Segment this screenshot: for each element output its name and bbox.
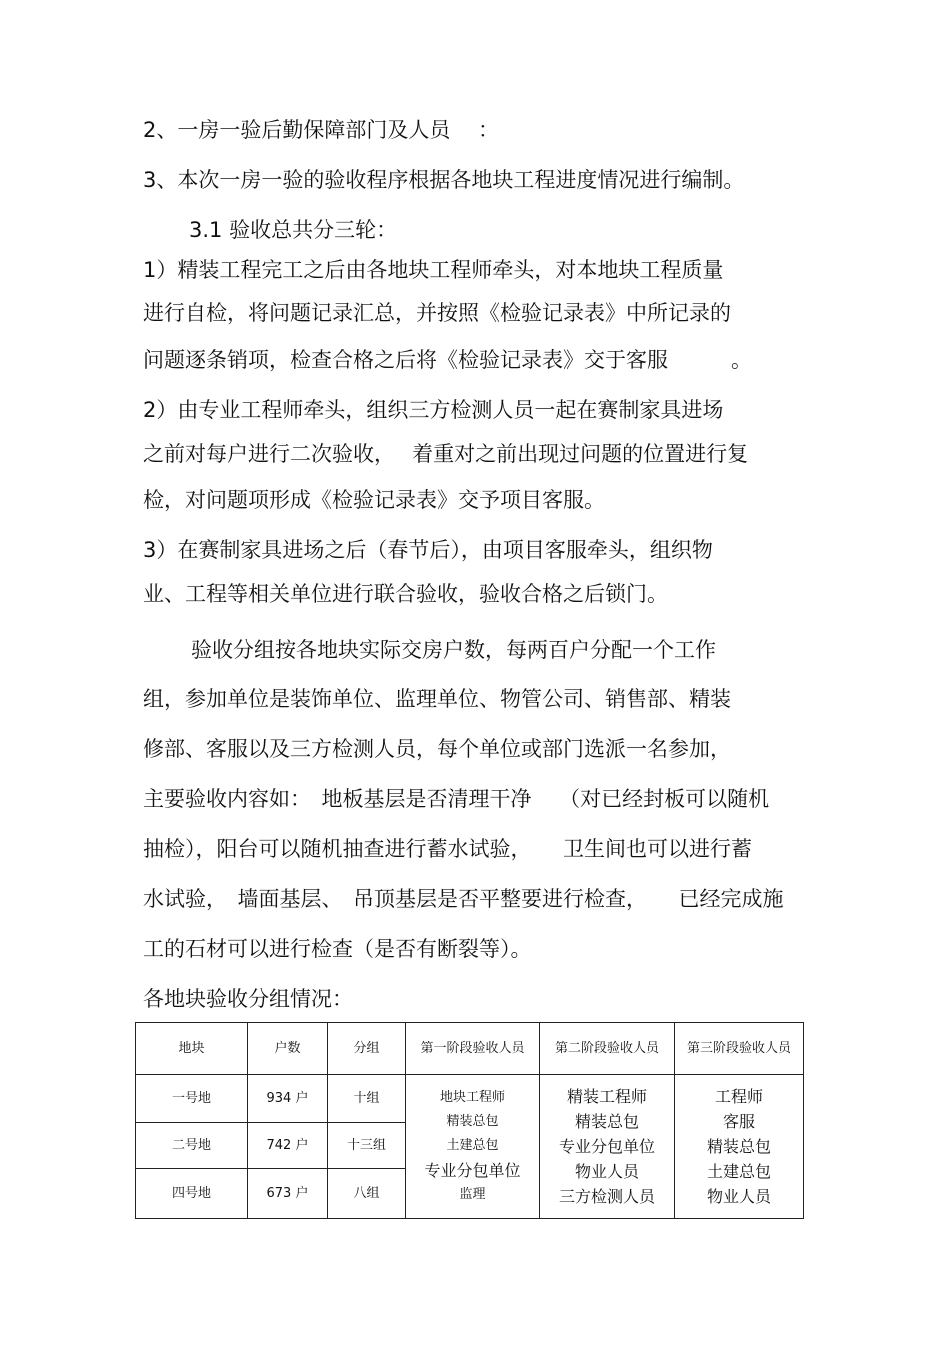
households-cell: 934 户 <box>248 1075 328 1123</box>
staff-item: 物业人员 <box>706 1187 771 1206</box>
staff-item: 精装工程师 <box>566 1087 647 1106</box>
text-line: 进行自检，将问题记录汇总，并按照《检验记录表》中所记录的 <box>143 301 731 325</box>
plot-cell: 二号地 <box>136 1123 248 1169</box>
stage2-staff-cell <box>540 1075 675 1219</box>
text-line: 工的石材可以进行检查（是否有断裂等）。 <box>143 937 532 961</box>
households-cell: 742 户 <box>248 1123 328 1169</box>
text-line: 之前对每户进行二次验收， 着重对之前出现过问题的位置进行复 <box>143 442 749 466</box>
table-header-row <box>136 1023 804 1075</box>
plot-cell: 一号地 <box>136 1075 248 1123</box>
staff-item: 地块工程师 <box>439 1090 505 1105</box>
stage1-staff-cell <box>406 1075 540 1219</box>
text-line: 检，对问题项形成《检验记录表》交予项目客服。 <box>143 488 605 512</box>
text-line: 抽检），阳台可以随机抽查进行蓄水试验， 卫生间也可以进行蓄 <box>143 837 752 861</box>
staff-item: 专业分包单位 <box>424 1161 521 1180</box>
text-line: 组，参加单位是装饰单位、监理单位、物管公司、销售部、精装 <box>143 687 731 711</box>
text-line: 问题逐条销项，检查合格之后将《检验记录表》交于客服 。 <box>143 348 752 372</box>
plot-cell: 四号地 <box>136 1169 248 1219</box>
header-cell: 第一阶段验收人员 <box>406 1023 540 1075</box>
header-cell: 地块 <box>136 1023 248 1075</box>
text-line: 业、工程等相关单位进行联合验收，验收合格之后锁门。 <box>143 582 668 606</box>
header-cell: 分组 <box>328 1023 406 1075</box>
staff-item: 土建总包 <box>706 1162 771 1181</box>
staff-item: 精装总包 <box>706 1137 771 1156</box>
text-line: 1）精装工程完工之后由各地块工程师牵头，对本地块工程质量 <box>143 258 724 282</box>
staff-item: 三方检测人员 <box>558 1187 655 1206</box>
stage3-staff-cell <box>675 1075 804 1219</box>
staff-item: 精装总包 <box>446 1114 499 1129</box>
text-line: 2）由专业工程师牵头，组织三方检测人员一起在赛制家具进场 <box>143 398 724 422</box>
staff-item: 专业分包单位 <box>558 1137 655 1156</box>
staff-item: 物业人员 <box>574 1162 639 1181</box>
acceptance-group-table <box>135 1022 804 1219</box>
text-line: 水试验， 墙面基层、 吊顶基层是否平整要进行检查， 已经完成施 <box>143 887 784 911</box>
text-line: 主要验收内容如： 地板基层是否清理干净 （对已经封板可以随机 <box>143 787 770 811</box>
text-line: 3、本次一房一验的验收程序根据各地块工程进度情况进行编制。 <box>143 168 745 192</box>
group-cell: 八组 <box>328 1169 406 1219</box>
text-line: 3）在赛制家具进场之后（春节后），由项目客服牵头，组织物 <box>143 538 713 562</box>
households-cell: 673 户 <box>248 1169 328 1219</box>
staff-item: 精装总包 <box>574 1112 639 1131</box>
table-caption: 各地块验收分组情况： <box>143 987 353 1011</box>
header-cell: 第三阶段验收人员 <box>675 1023 804 1075</box>
group-cell: 十组 <box>328 1075 406 1123</box>
header-cell: 第二阶段验收人员 <box>540 1023 675 1075</box>
text-line: 2、一房一验后勤保障部门及人员 ： <box>143 118 500 142</box>
staff-item: 工程师 <box>714 1087 763 1106</box>
staff-item: 土建总包 <box>446 1138 499 1153</box>
header-cell: 户数 <box>248 1023 328 1075</box>
text-line: 验收分组按各地块实际交房户数，每两百户分配一个工作 <box>191 638 716 662</box>
staff-item: 监理 <box>459 1187 486 1202</box>
text-line: 修部、客服以及三方检测人员，每个单位或部门选派一名参加， <box>143 737 731 761</box>
staff-item: 客服 <box>722 1112 755 1131</box>
table-row <box>136 1075 804 1123</box>
group-cell: 十三组 <box>328 1123 406 1169</box>
text-line: 3.1 验收总共分三轮： <box>189 218 398 242</box>
